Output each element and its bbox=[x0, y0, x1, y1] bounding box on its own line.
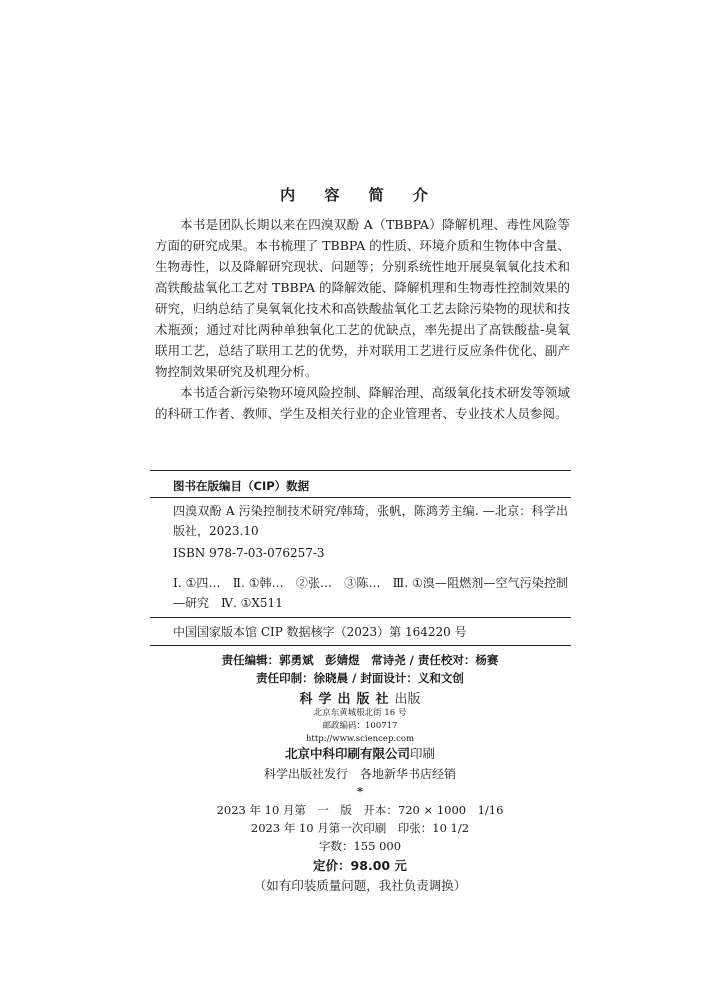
publisher-name: 科学出版社 bbox=[299, 692, 395, 707]
cip-heading-rule bbox=[150, 497, 571, 498]
quality-notice: （如有印装质量问题，我社负责调换） bbox=[253, 878, 467, 893]
cip-number: 中国国家版本馆 CIP 数据核字（2023）第 164220 号 bbox=[173, 625, 467, 639]
publisher-url: http://www.sciencep.com bbox=[305, 734, 415, 744]
cip-bottom-rule bbox=[150, 645, 571, 646]
distribution: 科学出版社发行 各地新华书店经销 bbox=[263, 767, 456, 781]
printer-line bbox=[0, 744, 720, 762]
cip-divider bbox=[150, 617, 571, 618]
publisher-suffix: 出版 bbox=[394, 692, 421, 707]
edition-info: 2023 年 10 月第 一 版 开本：720 × 1000 1/16 bbox=[216, 803, 504, 817]
intro-section bbox=[155, 214, 570, 424]
printing-info: 2023 年 10 月第一次印刷 印张：10 1/2 bbox=[250, 821, 470, 835]
cip-heading: 图书在版编目（CIP）数据 bbox=[173, 479, 310, 493]
word-count: 字数：155 000 bbox=[318, 839, 402, 853]
printer-suffix: 印刷 bbox=[410, 746, 436, 761]
cip-classification: Ⅰ. ①四… Ⅱ. ①韩… ②张… ③陈… Ⅲ. ①溴—阻燃剂—空气污染控制—研究 Ⅳ. ①X511 bbox=[173, 576, 568, 610]
printer-name: 北京中科印刷有限公司 bbox=[284, 746, 410, 761]
cip-top-rule bbox=[150, 470, 571, 471]
publisher-postcode: 邮政编码：100717 bbox=[322, 721, 398, 731]
publisher-line bbox=[0, 688, 720, 707]
separator-star: * bbox=[356, 784, 363, 798]
cip-record: 四溴双酚 A 污染控制技术研究/韩琦，张帆，陈鸿芳主编. —北京：科学出版社，2023.10 bbox=[173, 504, 568, 538]
intro-paragraph: 本书是团队长期以来在四溴双酚 A（TBBPA）降解机理、毒性风险等方面的研究成果。本书梳理了 TBBPA 的性质、环境介质和生物体中含量、生物毒性，以及降解研究现状、问题等；分别系统性地开展臭氧氧化技术和高铁酸盐氧化工艺对 TBBPA 的降解效能、降解机理和生物毒性控制效果的研究，归纳总结了臭氧氧化技术和高铁酸盐氧化工艺去除污染物的现状和技术瓶颈；通过对比两种单独氧化工艺的优缺点，率先提出了高铁酸盐-臭氧联用工艺，总结了联用工艺的优势，并对联用工艺进行反应条件优化、副产物控制效果研究及机理分析。 bbox=[155, 217, 570, 379]
publisher-address: 北京东黄城根北街 16 号 bbox=[313, 708, 407, 718]
intro-paragraph: 本书适合新污染物环境风险控制、降解治理、高级氧化技术研发等领域的科研工作者、教师、学生及相关行业的企业管理者、专业技术人员参阅。 bbox=[155, 385, 570, 421]
cip-isbn: ISBN 978-7-03-076257-3 bbox=[173, 546, 325, 560]
credits-line-1: 责任编辑：郭勇斌 彭婧煜 常诗尧 / 责任校对：杨赛 bbox=[221, 653, 499, 667]
price: 定价：98.00 元 bbox=[313, 858, 407, 873]
page-title: 内 容 简 介 bbox=[280, 186, 440, 204]
credits-line-2: 责任印制：徐晓晨 / 封面设计：义和文创 bbox=[256, 671, 464, 685]
